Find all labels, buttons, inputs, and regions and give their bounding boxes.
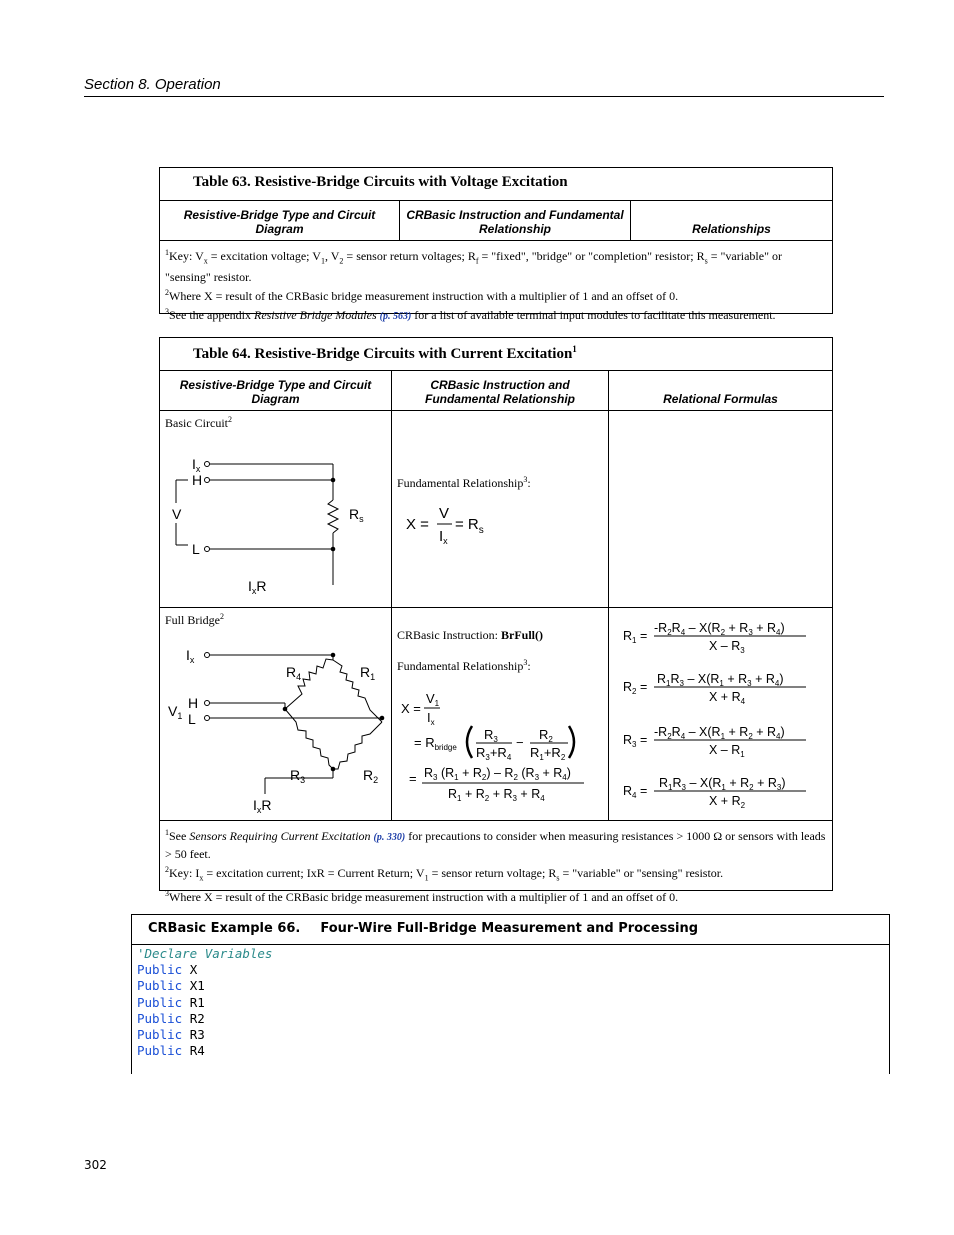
page-number: 302 [84,1158,107,1172]
svg-text:=: = [409,771,417,786]
full-bridge-fundamental-label: Fundamental Relationship$^3$: [397,658,531,673]
table-63-footnotes [160,241,832,329]
svg-text:R1 + R2 + R3 + R4: $R_1 + R_2 + R_3 + R_4$ [448,787,545,803]
t63-footnote-1: $^1$Key: $V_x$ = excitation voltage; $V_1$, $V_2$ = sensor return voltages; $R_f$ = "fixed", "bridge" or "completion" resistor; $R_s$ = "variable" or "sensing" resistor. [165,248,782,285]
table-63-title: Table 63. Resistive-Bridge Circuits with Voltage Excitation [160,168,832,201]
svg-text:R3: $R_3$ [290,767,306,785]
svg-text:-R2R4 – X(R2 + R3 + R4): $-R_2R_4 - X(R_2 + R_3 + R_4)$ [654,621,785,637]
svg-text:−: − [516,735,524,750]
basic-diagram-cell [160,411,391,607]
basic-instruction-cell [391,411,608,607]
t64-footnote-2: $^2$Key: $I_x$ = excitation current; IxR = Current Return; $V_1$ = sensor return voltage; $R_s$ = "variable" or "sensing" resistor. [165,865,724,883]
svg-text:V1: $V_1$ [168,703,183,721]
svg-text:R2: $R_2$ [363,767,379,785]
svg-text:R3: $R_3$ [484,727,498,744]
t63-col-instruction: CRBasic Instruction and Fundamental Relationship [399,201,630,240]
t63-footnote-3: $^3$See the appendix Resistive Bridge Modules (p. 563) for a list of available terminal input modules to facilitate this measurement. [165,307,776,323]
t64-col-formulas: Relational Formulas [608,371,832,410]
basic-fundamental-label: Fundamental Relationship$^3$: [397,475,531,490]
svg-text:V1: $V_1$ [426,691,440,708]
row-full-bridge [160,608,832,821]
full-bridge-instruction-cell [391,608,608,820]
table-64 [159,337,833,905]
svg-text:IxR: $I_xR$ [253,797,272,815]
svg-text:R2 =: $R_2$ = [623,680,648,696]
header-rule [84,96,884,97]
svg-text:= Rs: = $R_s$ [455,516,484,536]
svg-text:X + R2: $X + R_2$ [709,794,746,810]
basic-fundamental-formula [402,503,522,553]
full-bridge-label: Full Bridge$^2$ [165,612,225,627]
svg-text:R4: $R_4$ [286,664,302,682]
t63-col-type: Resistive-Bridge Type and Circuit Diagram [183,208,376,236]
svg-text:Ix: $I_x$ [439,528,448,546]
t63-link-bridge-modules[interactable]: Resistive Bridge Modules [253,308,377,323]
table-64-footnotes [160,821,832,909]
full-bridge-diagram-cell [160,608,391,820]
t63-footnote-2: $^2$Where X = result of the CRBasic bridge measurement instruction with a multiplier of 1 and an offset of 0. [165,288,679,304]
t64-page-ref[interactable]: (p. 330) [373,832,406,843]
t64-footnote-1: $^1$See Sensors Requiring Current Excitation (p. 330) for precautions to consider when measuring resistances > 1000 Ω or sensors with leads > 50 feet. [165,828,826,861]
row-basic-circuit [160,411,832,608]
svg-text:R3+R4: $R_3+R_4$ [476,745,512,762]
t64-col-type: Resistive-Bridge Type and Circuit Diagram [179,378,372,406]
svg-text:Ix: $I_x$ [427,710,435,727]
table-64-header [160,371,832,411]
svg-text:R2: $R_2$ [539,727,553,744]
full-bridge-diagram [160,632,390,817]
svg-text:R1R3 – X(R1 + R2 + R3): $R_1R_3 - X(R_1 + R_2 + R_3)$ [659,776,786,792]
basic-circuit-diagram [160,435,390,605]
svg-text:= Rbridge: = $R_{bridge}$ [414,735,457,752]
svg-text:Ix: $I_x$ [192,456,201,474]
basic-formulas-cell [608,411,832,607]
svg-text:X – R1: X – $R_1$ [709,743,745,759]
code-block [132,945,889,1059]
example-title: CRBasic Example 66. Four-Wire Full-Bridge Measurement and Processing [132,915,889,945]
basic-circuit-label: Basic Circuit$^2$ [165,415,232,430]
code-line: Public R3 [137,1027,205,1043]
t63-page-ref[interactable]: (p. 563) [379,311,412,323]
svg-text:L: L [192,541,200,557]
svg-text:V: V [439,505,450,522]
svg-text:R4 =: $R_4$ = [623,784,648,800]
svg-text:R1 =: $R_1$ = [623,629,648,645]
svg-text:R1+R2: $R_1+R_2$ [530,745,566,762]
svg-text:V: V [172,506,182,522]
svg-text:R3 =: $R_3$ = [623,733,648,749]
svg-text:R3 (R1 + R2) – R2 (R3 + R4): $R_3$ $(R_1 + R_2) - R_2$ $(R_3 + R_4)$ [424,766,571,782]
code-comment: 'Declare Variables [137,946,273,961]
code-line: Public R1 [137,994,205,1010]
table-64-title: Table 64. Resistive-Bridge Circuits with Current Excitation$^1$ [160,338,832,371]
svg-text:Rs: $R_s$ [349,506,364,524]
svg-text:IxR: $I_xR$ [248,578,267,596]
full-bridge-fundamental-formula [396,686,606,806]
svg-text:H: H [188,695,199,711]
svg-text:R1: $R_1$ [360,664,376,682]
code-line: Public R4 [137,1043,205,1059]
crbasic-example [131,914,890,1074]
svg-text:Ix: $I_x$ [186,647,195,665]
code-line: Public X [137,962,198,978]
svg-text:X =: X = [401,701,421,716]
svg-text:X + R4: $X + R_4$ [709,690,746,706]
section-header: Section 8. Operation [84,76,221,93]
table-63-header [160,201,832,241]
svg-text:H: H [192,472,203,488]
svg-text:R1R3 – X(R1 + R3 + R4): $R_1R_3 - X(R_1 + R_3 + R_4)$ [657,672,784,688]
t64-footnote-3: $^3$Where X = result of the CRBasic bridge measurement instruction with a multiplier of 1 and an offset of 0. [165,889,679,905]
t64-col-instruction: CRBasic Instruction and Fundamental Relationship [391,371,608,410]
code-line: Public R2 [137,1010,205,1026]
t63-col-relationships: Relationships [630,201,832,240]
t64-link-current-excitation[interactable]: Sensors Requiring Current Excitation [189,829,371,843]
relational-formulas [609,608,831,818]
svg-text:-R2R4 – X(R1 + R2 + R4): $-R_2R_4 - X(R_1 + R_2 + R_4)$ [654,725,785,741]
code-line: Public X1 [137,978,205,994]
table-63 [159,167,833,323]
svg-text:X – R3: X – $R_3$ [709,639,745,655]
full-bridge-instruction: CRBasic Instruction: BrFull() [397,628,543,642]
full-bridge-formulas-cell [608,608,832,820]
svg-text:L: L [188,711,196,727]
svg-text:X =: X = [406,516,429,533]
